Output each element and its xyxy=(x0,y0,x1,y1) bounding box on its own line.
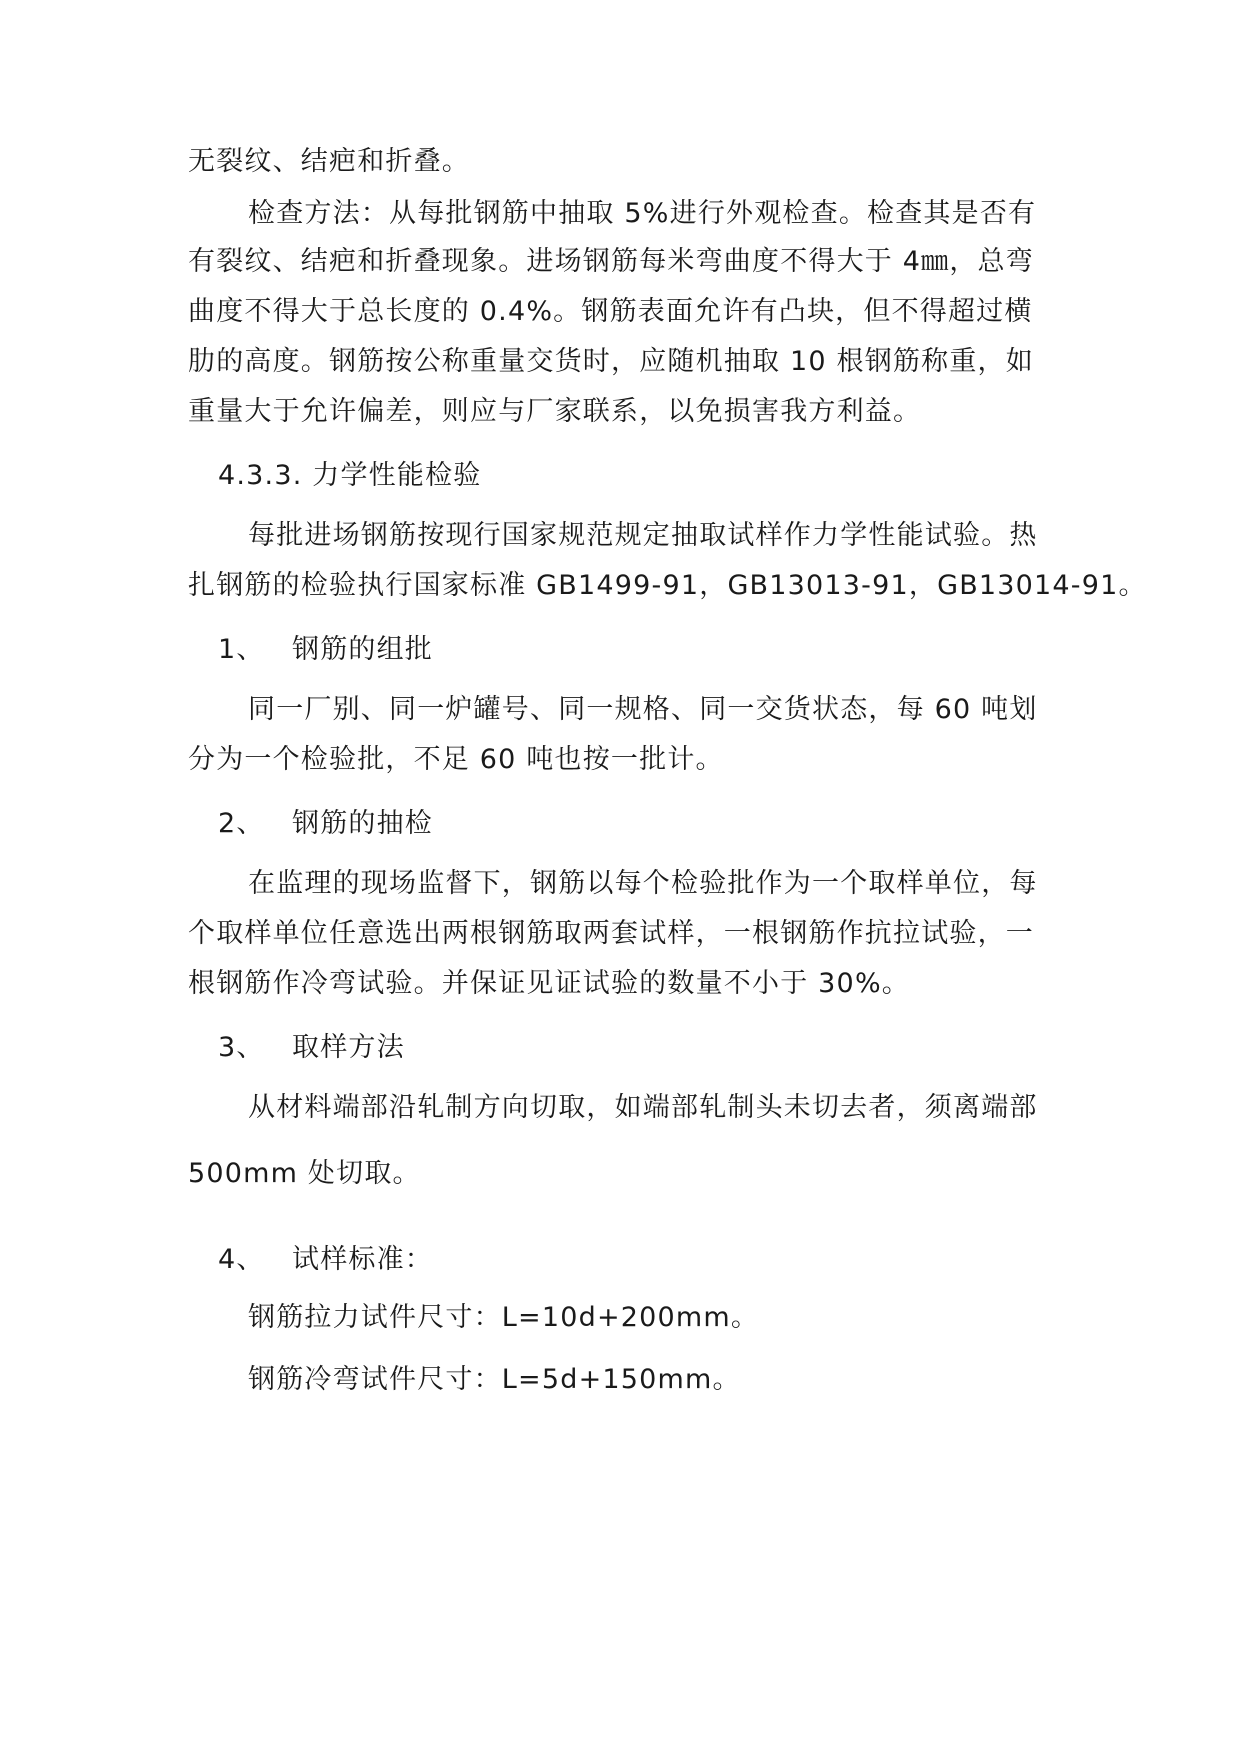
paragraph-line: 从材料端部沿轧制方向切取，如端部轧制头未切去者，须离端部 xyxy=(248,1092,1038,1123)
paragraph-line: 根钢筋作冷弯试验。并保证见证试验的数量不小于 30%。 xyxy=(188,968,910,999)
heading-text: 试样标准： xyxy=(292,1244,433,1275)
heading-text: 取样方法 xyxy=(292,1032,405,1063)
paragraph-line: 每批进场钢筋按现行国家规范规定抽取试样作力学性能试验。热 xyxy=(248,520,1038,551)
paragraph-line: 检查方法：从每批钢筋中抽取 5%进行外观检查。检查其是否有 xyxy=(248,198,1037,229)
paragraph-line: 分为一个检验批，不足 60 吨也按一批计。 xyxy=(188,744,724,775)
numbered-heading xyxy=(218,1030,405,1066)
paragraph-line: 重量大于允许偏差，则应与厂家联系，以免损害我方利益。 xyxy=(188,396,922,427)
paragraph-line: 个取样单位任意选出两根钢筋取两套试样，一根钢筋作抗拉试验，一 xyxy=(188,918,1034,949)
numbered-heading xyxy=(218,806,433,842)
paragraph-line: 在监理的现场监督下，钢筋以每个检验批作为一个取样单位，每 xyxy=(248,868,1038,899)
specimen-size-line: 钢筋冷弯试件尺寸：L=5d+150mm。 xyxy=(248,1364,741,1395)
specimen-size-line: 钢筋拉力试件尺寸：L=10d+200mm。 xyxy=(248,1302,760,1333)
section-heading: 4.3.3. 力学性能检验 xyxy=(218,460,482,491)
paragraph-line: 肋的高度。钢筋按公称重量交货时，应随机抽取 10 根钢筋称重，如 xyxy=(188,346,1034,377)
numbered-heading xyxy=(218,1242,433,1278)
numbered-heading xyxy=(218,632,433,668)
heading-number: 3、 xyxy=(218,1032,265,1063)
heading-number: 4、 xyxy=(218,1244,265,1275)
heading-number: 1、 xyxy=(218,634,265,665)
paragraph-line: 同一厂别、同一炉罐号、同一规格、同一交货状态，每 60 吨划 xyxy=(248,694,1038,725)
paragraph-line: 500mm 处切取。 xyxy=(188,1158,421,1189)
heading-text: 钢筋的组批 xyxy=(292,634,433,665)
heading-number: 2、 xyxy=(218,808,265,839)
paragraph-line: 曲度不得大于总长度的 0.4%。钢筋表面允许有凸块，但不得超过横 xyxy=(188,296,1033,327)
paragraph-line: 无裂纹、结疤和折叠。 xyxy=(188,146,470,177)
paragraph-line: 有裂纹、结疤和折叠现象。进场钢筋每米弯曲度不得大于 4㎜，总弯 xyxy=(188,246,1034,277)
paragraph-line: 扎钢筋的检验执行国家标准 GB1499-91，GB13013-91，GB13014-91。 xyxy=(188,570,1147,601)
heading-text: 钢筋的抽检 xyxy=(292,808,433,839)
